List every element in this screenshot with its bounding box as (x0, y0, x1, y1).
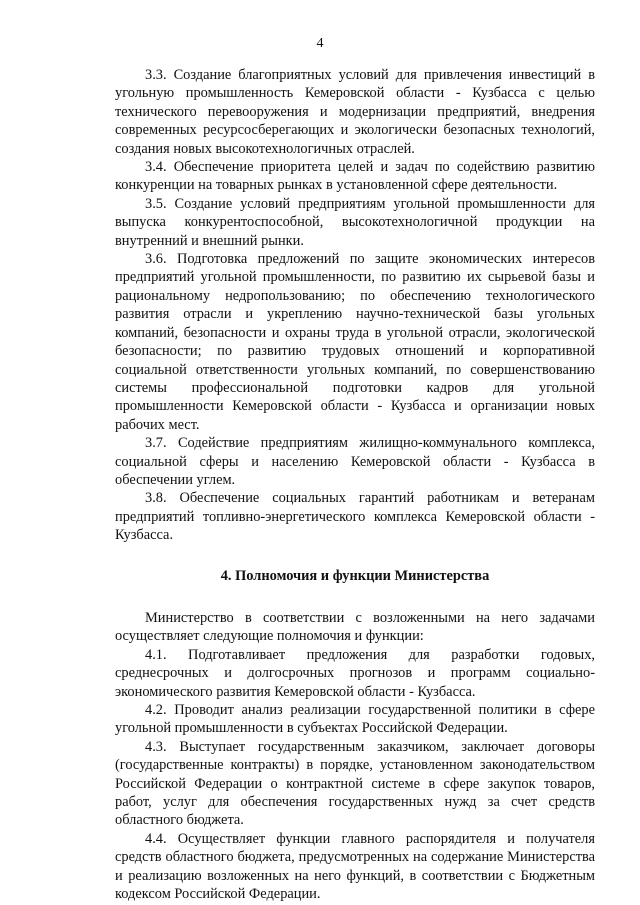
paragraph-4-1: 4.1. Подготавливает предложения для разработки годовых, среднесрочных и долгосрочных прогнозов и программ социально-экономического развития Кемеровской области - Кузбасса. (115, 646, 595, 700)
section-4-title: 4. Полномочия и функции Министерства (220, 567, 490, 584)
paragraph-3-6: 3.6. Подготовка предложений по защите экономических интересов предприятий угольной промышленности, по развитию их сырьевой базы и рациональному недропользованию; по обеспечению технологического развития отрасли и укреплению научно-технической базы угольных компаний, безопасности и охраны труда в угольной отрасли, экологической безопасности; по развитию трудовых отношений и корпоративной социальной ответственности угольных компаний, по совершенствованию системы профессиональной подготовки кадров для угольной промышленности Кемеровской области - Кузбасса и организации новых рабочих мест. (115, 251, 595, 433)
paragraph-4-3: 4.3. Выступает государственным заказчиком, заключает договоры (государственные контракты) в порядке, установленном законодательством Российской Федерации о контрактной системе в сфере закупок товаров, работ, услуг для обеспечения государственных нужд за счет средств областного бюджета. (115, 738, 595, 829)
paragraph-3-4: 3.4. Обеспечение приоритета целей и задач по содействию развитию конкуренции на товарных рынках в установленной сфере деятельности. (115, 159, 595, 194)
paragraph-4-2: 4.2. Проводит анализ реализации государственной политики в сфере угольной промышленности в субъектах Российской Федерации. (115, 702, 595, 737)
paragraph-3-5: 3.5. Создание условий предприятиям угольной промышленности для выпуска конкурентоспособной, высокотехнологичной продукции на внутренний и внешний рынки. (115, 195, 595, 249)
section-4-intro: Министерство в соответствии с возложенными на него задачами осуществляет следующие полномочия и функции: (115, 609, 595, 645)
paragraph-3-8: 3.8. Обеспечение социальных гарантий работникам и ветеранам предприятий топливно-энергетического комплекса Кемеровской области - Кузбасса. (115, 490, 595, 544)
paragraph-4-4: 4.4. Осуществляет функции главного распорядителя и получателя средств областного бюджета, предусмотренных на содержание Министерства и реализацию возложенных на него функций, в соответствии с Бюджетным кодексом Российской Федерации. (115, 830, 595, 903)
document-body (115, 66, 595, 903)
paragraph-3-7: 3.7. Содействие предприятиям жилищно-коммунального комплекса, социальной сферы и населению Кемеровской области - Кузбасса в обеспечении углем. (115, 435, 595, 488)
page-number: 4 (316, 36, 324, 51)
paragraph-3-3: 3.3. Создание благоприятных условий для привлечения инвестиций в угольную промышленность Кемеровской области - Кузбасса с целью технического перевооружения и модернизации предприятий, внедрения современных ресурсосберегающих и экологически безопасных технологий, создания новых высокотехнологичных отраслей. (115, 67, 595, 157)
